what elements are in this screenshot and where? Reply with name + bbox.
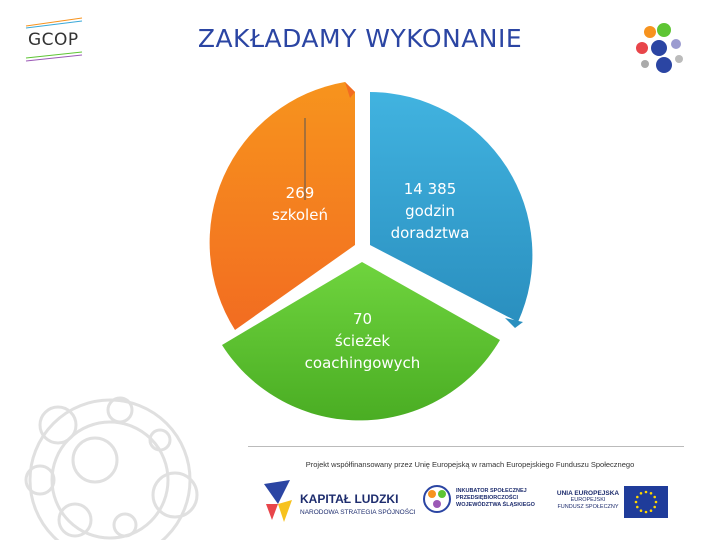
kapital-ludzki-title: KAPITAŁ LUDZKI	[300, 492, 399, 506]
segment-orange-label	[240, 182, 360, 226]
gcop-logo-text: GCOP	[28, 30, 79, 50]
inkubator-line-2: PRZEDSIĘBIORCZOŚCI	[456, 495, 519, 501]
segment-green-unit: ścieżek coachingowych	[304, 332, 421, 372]
inkubator-text	[456, 488, 535, 509]
kapital-ludzki-subtitle: NARODOWA STRATEGIA SPÓJNOŚCI	[300, 509, 416, 516]
segment-blue-label	[370, 178, 490, 244]
segment-blue-unit: godzin doradztwa	[390, 202, 470, 242]
inkubator-line-3: WOJEWÓDZTWA ŚLĄSKIEGO	[456, 502, 535, 508]
ue-line-1: EUROPEJSKI	[570, 497, 606, 503]
ue-line-2: FUNDUSZ SPOŁECZNY	[557, 504, 619, 510]
segment-green-label	[290, 308, 435, 374]
footer-divider	[248, 446, 684, 447]
decorative-circles	[0, 370, 250, 540]
footer-caption: Projekt współfinansowany przez Unię Europejską w ramach Europejskiego Funduszu Społecznego	[305, 460, 635, 469]
segment-blue-value: 14 385	[403, 180, 457, 198]
inkubator-line-1: INKUBATOR SPOŁECZNEJ	[456, 488, 527, 494]
ue-title: UNIA EUROPEJSKA	[556, 490, 620, 497]
eu-flag-icon	[624, 486, 668, 518]
segment-green-value: 70	[352, 310, 373, 328]
segment-orange-value: 269	[285, 184, 315, 202]
segment-orange-unit: szkoleń	[272, 206, 328, 224]
ue-text	[553, 490, 623, 511]
inkubator-logo-icon	[422, 484, 452, 514]
page-title: ZAKŁADAMY WYKONANIE	[197, 24, 523, 53]
kapital-ludzki-logo-icon	[262, 478, 296, 524]
